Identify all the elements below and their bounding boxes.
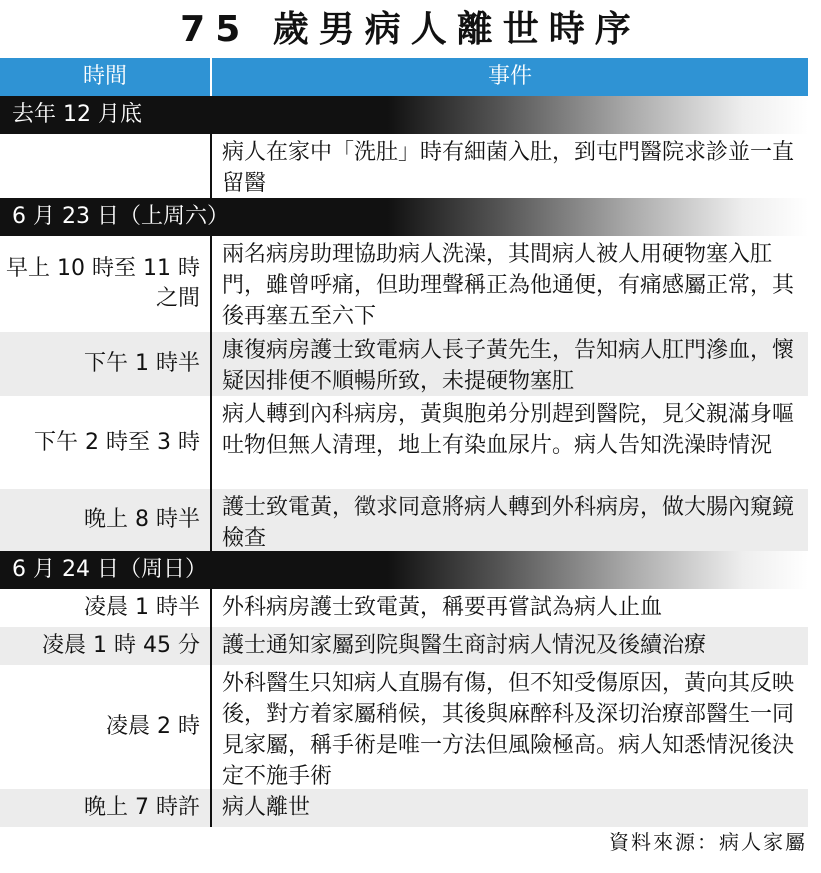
timeline-table xyxy=(0,58,808,827)
row-event: 病人轉到內科病房，黃與胞弟分別趕到醫院，見父親滿身嘔吐物但無人清理，地上有染血尿片。病人告知洗澡時情況 xyxy=(222,402,795,458)
row-time: 凌晨 1 時 45 分 xyxy=(0,627,212,665)
table-row xyxy=(0,236,808,332)
section-header: 6 月 24 日（周日） xyxy=(0,551,808,589)
row-event: 外科病房護士致電黃，稱要再嘗試為病人止血 xyxy=(222,595,663,620)
table-header xyxy=(0,58,808,96)
row-event: 外科醫生只知病人直腸有傷，但不知受傷原因，黃向其反映後，對方着家屬稍候，其後與麻醉科及深切治療部醫生一同見家屬，稱手術是唯一方法但風險極高。病人知悉情況後決定不施手術 xyxy=(222,671,795,789)
header-event: 事件 xyxy=(487,64,532,89)
row-time: 下午 2 時至 3 時 xyxy=(0,396,212,489)
header-time: 時間 xyxy=(0,58,212,96)
table-row xyxy=(0,627,808,665)
table-row xyxy=(0,396,808,489)
row-event: 護士致電黃，徵求同意將病人轉到外科病房，做大腸內窺鏡檢查 xyxy=(222,495,795,551)
row-event: 兩名病房助理協助病人洗澡，其間病人被人用硬物塞入肛門，雖曾呼痛，但助理聲稱正為他通便，有痛感屬正常，其後再塞五至六下 xyxy=(222,242,795,329)
row-time: 凌晨 2 時 xyxy=(0,665,212,789)
row-time: 晚上 7 時許 xyxy=(0,789,212,827)
section-header: 6 月 23 日（上周六） xyxy=(0,198,808,236)
table-row xyxy=(0,489,808,551)
table-row xyxy=(0,789,808,827)
row-time: 凌晨 1 時半 xyxy=(0,589,212,627)
row-time: 早上 10 時至 11 時之間 xyxy=(0,236,212,332)
row-time: 下午 1 時半 xyxy=(0,332,212,396)
page-title: 75 歲男病人離世時序 xyxy=(180,9,641,50)
table-row xyxy=(0,332,808,396)
source-credit: 資料來源：病人家屬 xyxy=(609,830,807,854)
row-event: 病人離世 xyxy=(222,795,311,820)
row-event: 護士通知家屬到院與醫生商討病人情況及後續治療 xyxy=(222,633,707,658)
row-time: 晚上 8 時半 xyxy=(0,489,212,551)
table-row xyxy=(0,134,808,198)
row-event: 病人在家中「洗肚」時有細菌入肚，到屯門醫院求診並一直留醫 xyxy=(222,140,795,196)
section-header: 去年 12 月底 xyxy=(0,96,808,134)
row-time xyxy=(0,134,212,198)
row-event: 康復病房護士致電病人長子黃先生，告知病人肛門滲血，懷疑因排便不順暢所致，未提硬物塞肛 xyxy=(222,338,795,394)
table-row xyxy=(0,589,808,627)
table-row xyxy=(0,665,808,789)
